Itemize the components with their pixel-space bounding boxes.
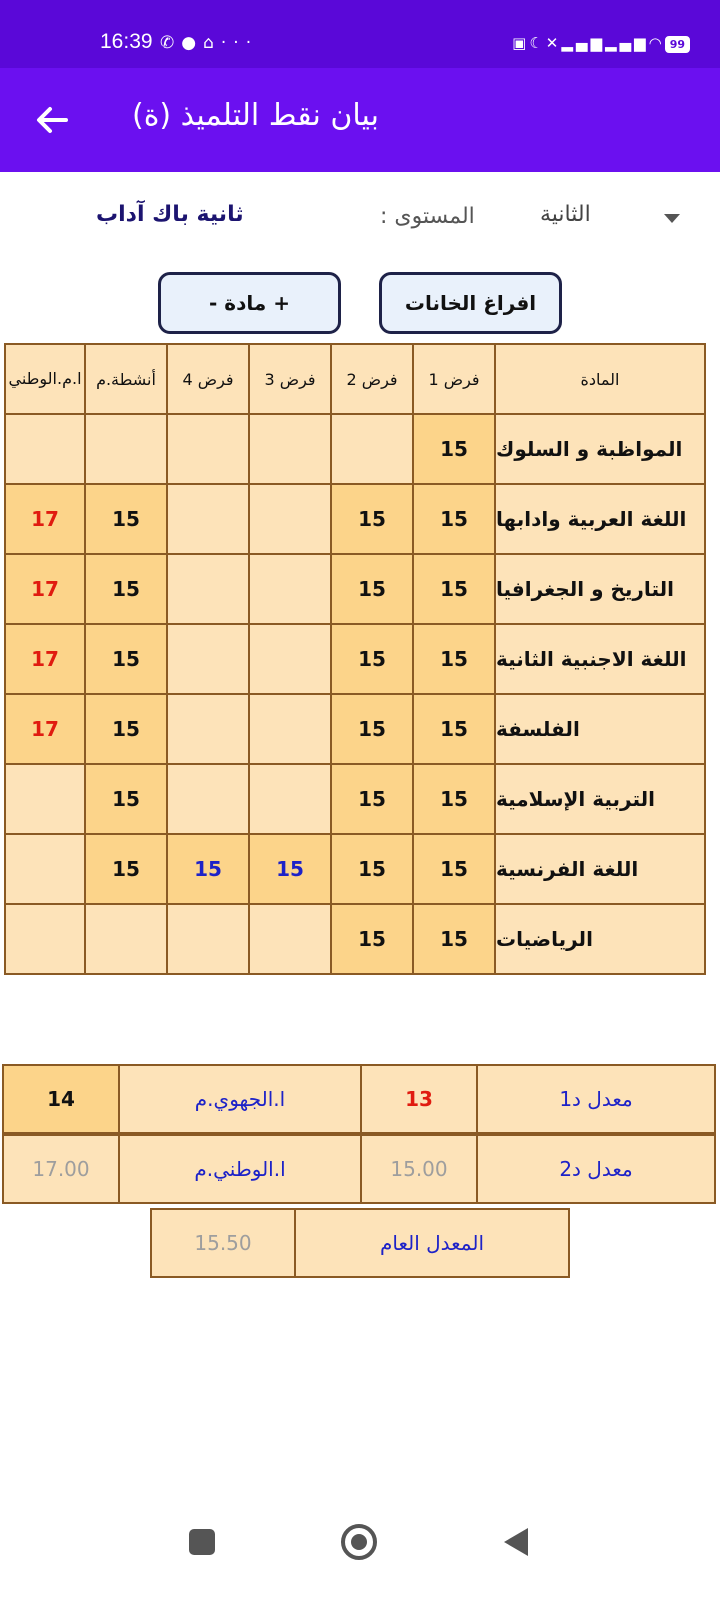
semester2-average-value: 15.00 [360,1134,478,1204]
grade-cell-test-4[interactable] [166,413,250,485]
grade-cell-activities[interactable]: 15 [84,623,168,695]
header-test-3: فرض 3 [248,343,332,415]
grade-cell-test-2[interactable] [330,413,414,485]
grade-cell-test-2[interactable]: 15 [330,833,414,905]
semester1-average-value: 13 [360,1064,478,1134]
header-activities: أنشطة.م [84,343,168,415]
header-test-4: فرض 4 [166,343,250,415]
wifi-icon: ◠ [648,34,665,52]
add-remove-subject-button[interactable]: + مادة - [158,272,341,334]
subject-cell: التربية الإسلامية [494,763,706,835]
grade-cell-test-1[interactable]: 15 [412,483,496,555]
grade-cell-test-2[interactable]: 15 [330,693,414,765]
signal-icon: ▂▄▆ [604,34,649,52]
arrow-left-icon[interactable] [32,100,72,140]
national-exam-label: ا.الوطني.م [118,1134,362,1204]
grade-cell-activities[interactable]: 15 [84,833,168,905]
subject-cell: اللغة العربية وادابها [494,483,706,555]
grade-cell-activities[interactable]: 15 [84,483,168,555]
level-label: المستوى : [380,204,475,229]
recent-apps-icon[interactable] [189,1529,215,1555]
grade-cell-national[interactable] [4,763,86,835]
subject-cell: المواظبة و السلوك [494,413,706,485]
grade-cell-test-1[interactable]: 15 [412,833,496,905]
whatsapp-icon: ✆ [160,33,182,53]
grade-cell-national[interactable] [4,903,86,975]
subject-cell: التاريخ و الجغرافيا [494,553,706,625]
general-average-label: المعدل العام [294,1208,570,1278]
grade-cell-test-4[interactable] [166,553,250,625]
more-icon: ··· [220,33,259,53]
grade-cell-activities[interactable]: 15 [84,553,168,625]
home-button-icon[interactable] [341,1524,377,1560]
grade-cell-national[interactable]: 17 [4,623,86,695]
grade-cell-activities[interactable]: 15 [84,693,168,765]
grade-cell-test-4[interactable] [166,763,250,835]
chevron-down-icon[interactable] [664,214,680,223]
status-left-icons [160,33,258,53]
grade-cell-test-4[interactable] [166,623,250,695]
grade-cell-national[interactable] [4,413,86,485]
mute-icon: ✕ [545,34,562,52]
grade-cell-test-2[interactable]: 15 [330,763,414,835]
moon-icon: ☾ [529,34,546,52]
general-average-value: 15.50 [150,1208,296,1278]
grade-cell-test-3[interactable]: 15 [248,833,332,905]
grade-cell-test-1[interactable]: 15 [412,763,496,835]
status-time: 16:39 [100,30,153,53]
regional-exam-label: ا.الجهوي.م [118,1064,362,1134]
header-national-exam: ا.م.الوطني [4,343,86,415]
grade-cell-test-4[interactable]: 15 [166,833,250,905]
level-select[interactable]: الثانية [540,202,591,227]
grade-cell-national[interactable]: 17 [4,693,86,765]
grade-cell-test-3[interactable] [248,903,332,975]
class-name: ثانية باك آداب [96,202,244,227]
grade-cell-test-1[interactable]: 15 [412,413,496,485]
grade-cell-test-3[interactable] [248,483,332,555]
grade-cell-test-2[interactable]: 15 [330,553,414,625]
clear-fields-button[interactable]: افراغ الخانات [379,272,562,334]
grade-cell-test-3[interactable] [248,623,332,695]
subject-cell: الرياضيات [494,903,706,975]
grade-cell-test-2[interactable]: 15 [330,903,414,975]
grade-cell-test-2[interactable]: 15 [330,483,414,555]
back-triangle-icon[interactable] [504,1528,528,1556]
grade-cell-national[interactable]: 17 [4,553,86,625]
app-bar [0,68,720,172]
grade-cell-national[interactable]: 17 [4,483,86,555]
grade-cell-activities[interactable] [84,413,168,485]
home-icon: ⌂ [203,33,221,53]
grade-cell-test-2[interactable]: 15 [330,623,414,695]
grade-cell-test-3[interactable] [248,693,332,765]
grade-cell-test-4[interactable] [166,903,250,975]
semester1-average-label: معدل د1 [476,1064,716,1134]
grade-cell-test-1[interactable]: 15 [412,693,496,765]
grade-cell-test-1[interactable]: 15 [412,553,496,625]
grade-cell-test-4[interactable] [166,693,250,765]
status-right-icons [512,34,690,53]
chat-icon: ● [181,33,204,53]
semester2-average-label: معدل د2 [476,1134,716,1204]
nfc-icon: ▣ [512,34,530,52]
grade-cell-test-1[interactable]: 15 [412,903,496,975]
header-test-2: فرض 2 [330,343,414,415]
subject-cell: اللغة الفرنسية [494,833,706,905]
grade-cell-test-1[interactable]: 15 [412,623,496,695]
grade-cell-activities[interactable]: 15 [84,763,168,835]
grade-cell-activities[interactable] [84,903,168,975]
grade-cell-test-4[interactable] [166,483,250,555]
grade-cell-test-3[interactable] [248,553,332,625]
subject-cell: الفلسفة [494,693,706,765]
signal-icon: ▂▄▆ [561,34,605,52]
grade-cell-test-3[interactable] [248,413,332,485]
national-exam-value: 17.00 [2,1134,120,1204]
page-title: بيان نقط التلميذ (ة) [132,98,379,133]
grade-cell-test-3[interactable] [248,763,332,835]
regional-exam-value: 14 [2,1064,120,1134]
subject-cell: اللغة الاجنبية الثانية [494,623,706,695]
header-subject: المادة [494,343,706,415]
battery-icon: 99 [665,36,690,53]
header-test-1: فرض 1 [412,343,496,415]
grade-cell-national[interactable] [4,833,86,905]
status-bar [0,0,720,68]
